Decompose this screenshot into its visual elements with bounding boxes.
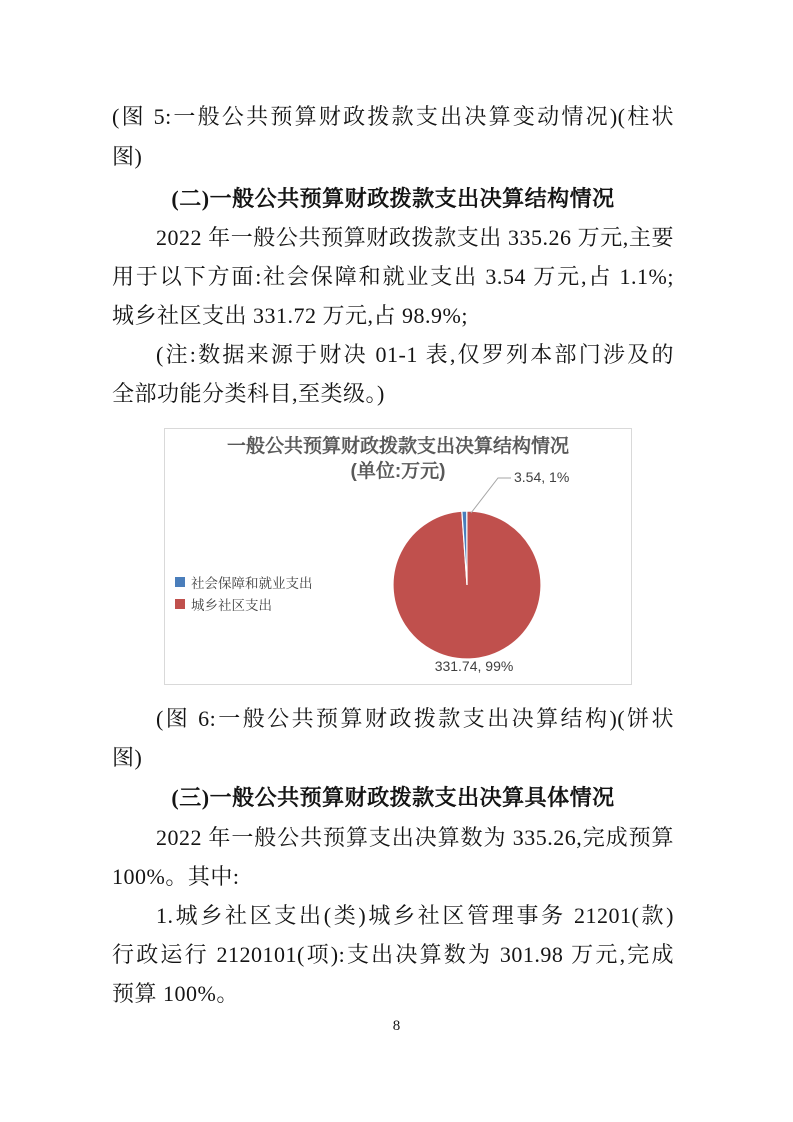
data-label-small-slice: 3.54, 1% bbox=[514, 469, 570, 485]
body-line: 2022 年一般公共预算支出决算数为 335.26,完成预算 bbox=[156, 825, 674, 850]
label-leader-line bbox=[471, 478, 511, 513]
legend-item bbox=[175, 593, 313, 615]
legend-item bbox=[175, 571, 313, 593]
page-number: 8 bbox=[392, 1018, 401, 1034]
body-line: 用于以下方面:社会保障和就业支出 3.54 万元,占 1.1%; bbox=[112, 264, 674, 289]
legend-label: 城乡社区支出 bbox=[191, 598, 272, 613]
body-line: 预算 100%。 bbox=[112, 981, 239, 1006]
body-line: 行政运行 2120101(项):支出决算数为 301.98 万元,完成 bbox=[112, 942, 674, 967]
section-heading-2: (二)一般公共预算财政拨款支出决算结构情况 bbox=[171, 186, 615, 211]
note-line: (注:数据来源于财决 01-1 表,仅罗列本部门涉及的 bbox=[156, 342, 674, 367]
caption-line: 图) bbox=[112, 144, 143, 169]
legend-swatch-blue-icon bbox=[175, 577, 185, 587]
chart-subtitle: (单位:万元) bbox=[350, 461, 446, 482]
pie-chart-figure bbox=[164, 428, 632, 685]
legend-swatch-red-icon bbox=[175, 599, 185, 609]
caption-line: (图 6:一般公共预算财政拨款支出决算结构)(饼状 bbox=[156, 706, 674, 731]
chart-legend bbox=[175, 571, 313, 615]
body-line: 100%。其中: bbox=[112, 864, 240, 889]
note-line: 全部功能分类科目,至类级。) bbox=[112, 381, 385, 406]
body-line: 城乡社区支出 331.72 万元,占 98.9%; bbox=[112, 303, 468, 328]
chart-title: 一般公共预算财政拨款支出决算结构情况 bbox=[226, 436, 569, 457]
data-label-large-slice: 331.74, 99% bbox=[434, 658, 514, 674]
section-heading-3: (三)一般公共预算财政拨款支出决算具体情况 bbox=[171, 785, 615, 810]
legend-label: 社会保障和就业支出 bbox=[191, 576, 313, 591]
caption-line: 图) bbox=[112, 745, 143, 770]
body-line: 1.城乡社区支出(类)城乡社区管理事务 21201(款) bbox=[156, 903, 674, 928]
caption-line: (图 5:一般公共预算财政拨款支出决算变动情况)(柱状 bbox=[112, 104, 674, 129]
body-line: 2022 年一般公共预算财政拨款支出 335.26 万元,主要 bbox=[156, 225, 674, 250]
pie-chart bbox=[165, 429, 629, 682]
